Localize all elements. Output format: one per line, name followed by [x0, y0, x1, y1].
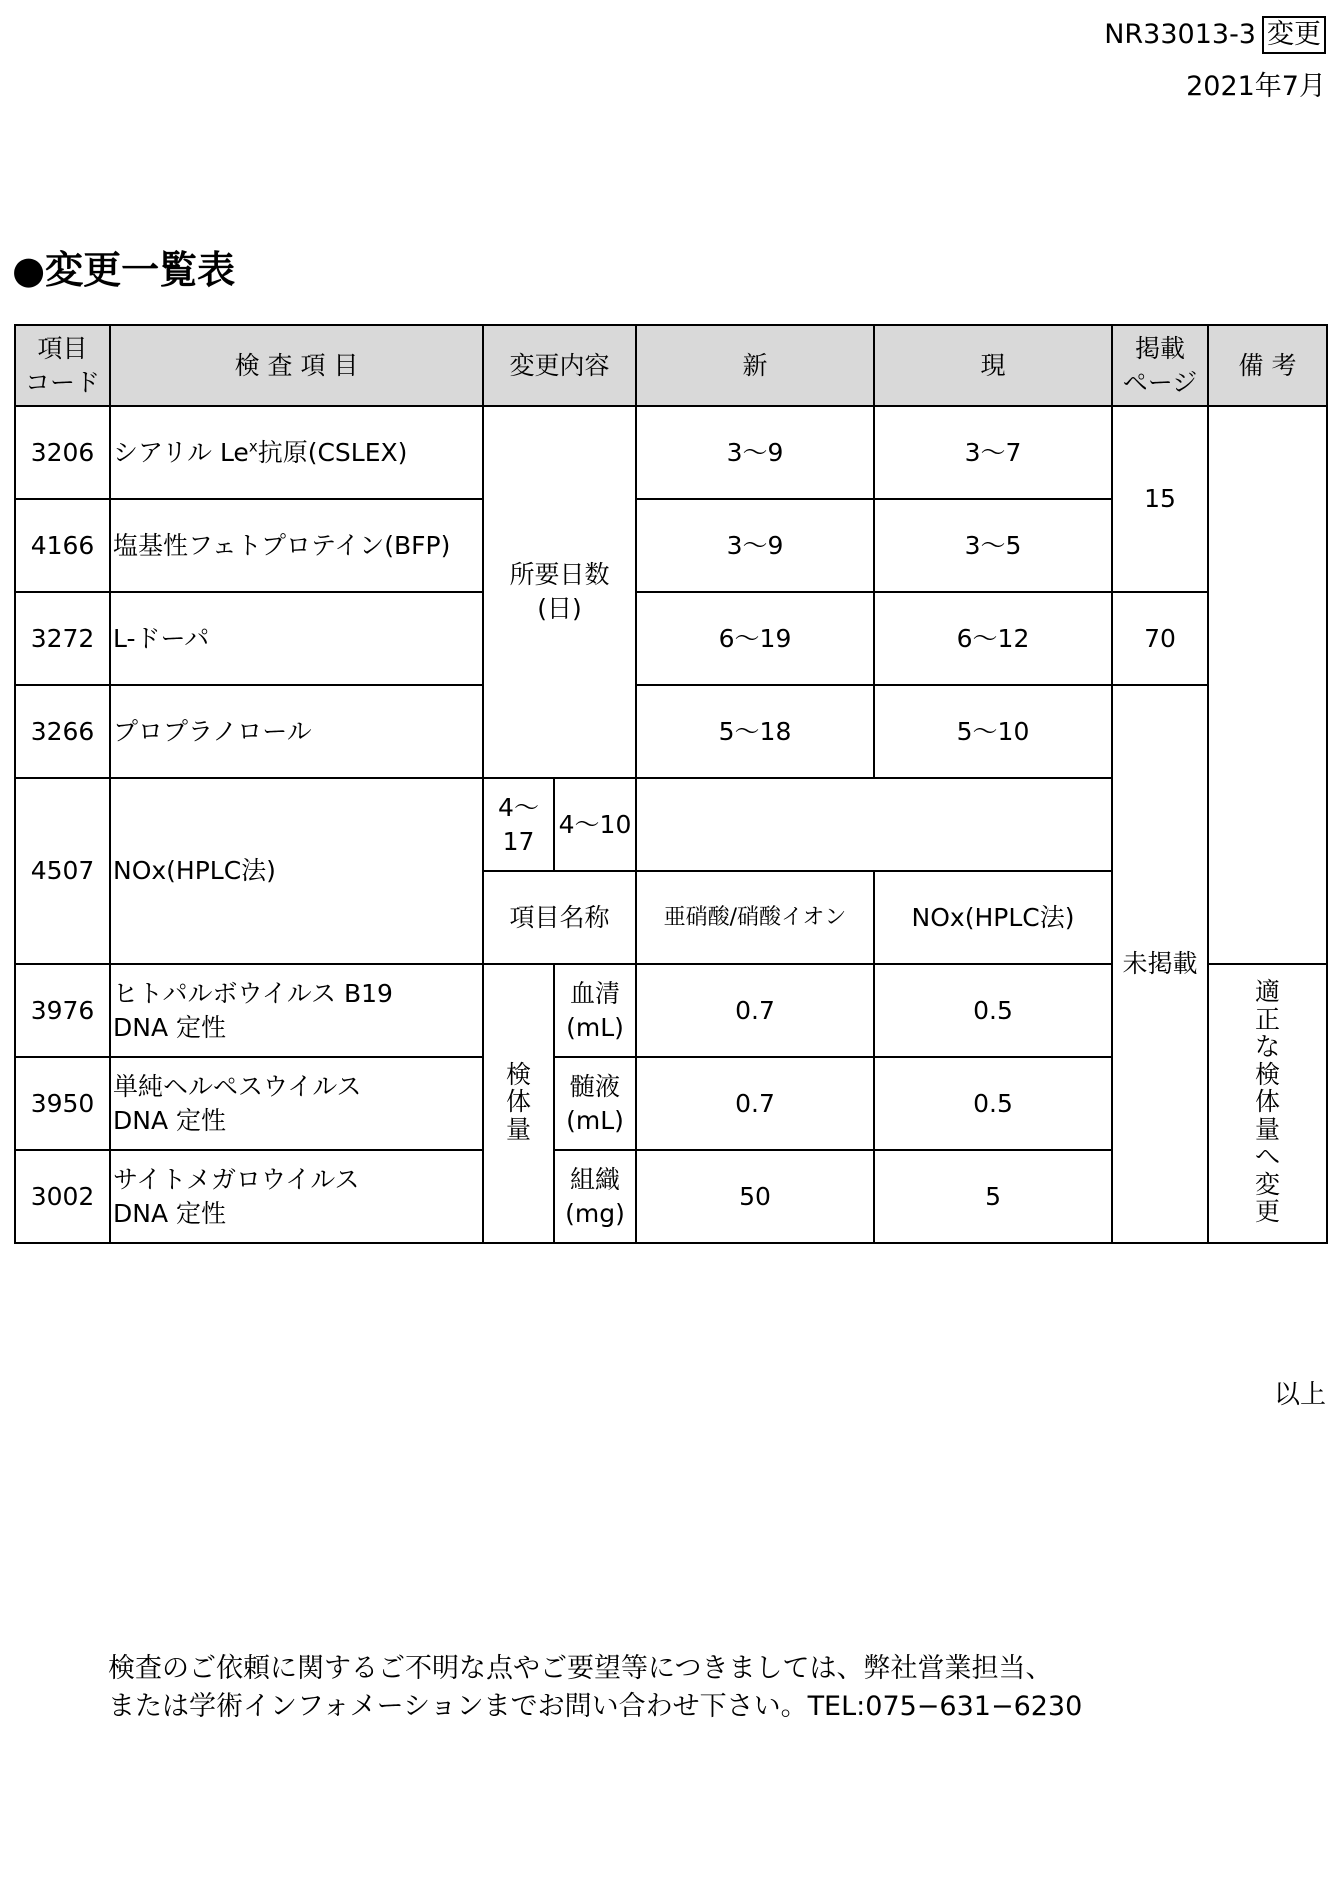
category-days: 所要日数 (日) [483, 406, 636, 778]
row-current: 3〜5 [874, 499, 1112, 592]
document-code [1104, 16, 1326, 54]
contact-footer [108, 1650, 1082, 1726]
row-code: 3266 [15, 685, 110, 778]
change-badge: 変更 [1262, 16, 1326, 54]
table-row [15, 685, 1327, 778]
row-code: 4507 [15, 778, 110, 964]
page-title: ●変更一覧表 [12, 248, 236, 292]
footer-line-1: 検査のご依頼に関するご不明な点やご要望等につきましては、弊社営業担当、 [108, 1653, 1053, 1684]
row-code: 3976 [15, 964, 110, 1057]
note-volume: 適 正 な 検 体 量 へ 変 更 [1208, 964, 1327, 1243]
header-current: 現 [874, 325, 1112, 406]
category-name: 項目名称 [483, 871, 636, 964]
row-new: 50 [636, 1150, 874, 1243]
row-name: 塩基性フェトプロテイン(BFP) [110, 499, 483, 592]
row-specimen: 髄液 (mL) [554, 1057, 636, 1150]
table-row [15, 592, 1327, 685]
header-new: 新 [636, 325, 874, 406]
row-specimen: 血清 (mL) [554, 964, 636, 1057]
change-list-table [14, 324, 1328, 1244]
table-row [15, 406, 1327, 499]
row-name: プロプラノロール [110, 685, 483, 778]
row-current: 5〜10 [874, 685, 1112, 778]
row-specimen: 組織 (mg) [554, 1150, 636, 1243]
closing-mark: 以上 [1273, 1380, 1326, 1410]
row-name: L-ドーパ [110, 592, 483, 685]
row-code: 3206 [15, 406, 110, 499]
header-item: 検 査 項 目 [110, 325, 483, 406]
header-change: 変更内容 [483, 325, 636, 406]
row-name: サイトメガロウイルス DNA 定性 [110, 1150, 483, 1243]
row-name: NOx(HPLC法) [110, 778, 483, 964]
row-code: 3272 [15, 592, 110, 685]
row-name: シアリル Le$^x$抗原(CSLEX) [110, 406, 483, 499]
row-name: ヒトパルボウイルス B19 DNA 定性 [110, 964, 483, 1057]
row-new: 6〜19 [636, 592, 874, 685]
row-code: 3002 [15, 1150, 110, 1243]
row-current: 3〜7 [874, 406, 1112, 499]
header-note: 備 考 [1208, 325, 1327, 406]
category-volume: 検 体 量 [483, 964, 554, 1243]
page-unlisted: 未掲載 [1112, 685, 1208, 1243]
row-code: 4166 [15, 499, 110, 592]
row-name-current: NOx(HPLC法) [874, 871, 1112, 964]
document-number: NR33013-3 [1104, 19, 1256, 50]
document-date: 2021年7月 [1186, 71, 1326, 102]
row-new: 3〜9 [636, 406, 874, 499]
header-code: 項目 コード [15, 325, 110, 406]
footer-line-2: または学術インフォメーションまでお問い合わせ下さい。TEL:075−631−6230 [108, 1691, 1083, 1722]
row-new: 4〜17 [483, 778, 554, 871]
row-new: 0.7 [636, 964, 874, 1057]
header-page: 掲載 ページ [1112, 325, 1208, 406]
row-name: 単純ヘルペスウイルス DNA 定性 [110, 1057, 483, 1150]
row-current: 0.5 [874, 1057, 1112, 1150]
row-current: 0.5 [874, 964, 1112, 1057]
page-70: 70 [1112, 592, 1208, 685]
row-new: 5〜18 [636, 685, 874, 778]
row-code: 3950 [15, 1057, 110, 1150]
row-current: 5 [874, 1150, 1112, 1243]
note-empty [1208, 406, 1327, 964]
row-current: 6〜12 [874, 592, 1112, 685]
table-header-row [15, 325, 1327, 406]
row-new: 0.7 [636, 1057, 874, 1150]
row-current: 4〜10 [554, 778, 636, 871]
row-name-new: 亜硝酸/硝酸イオン [636, 871, 874, 964]
page-15: 15 [1112, 406, 1208, 592]
row-new: 3〜9 [636, 499, 874, 592]
